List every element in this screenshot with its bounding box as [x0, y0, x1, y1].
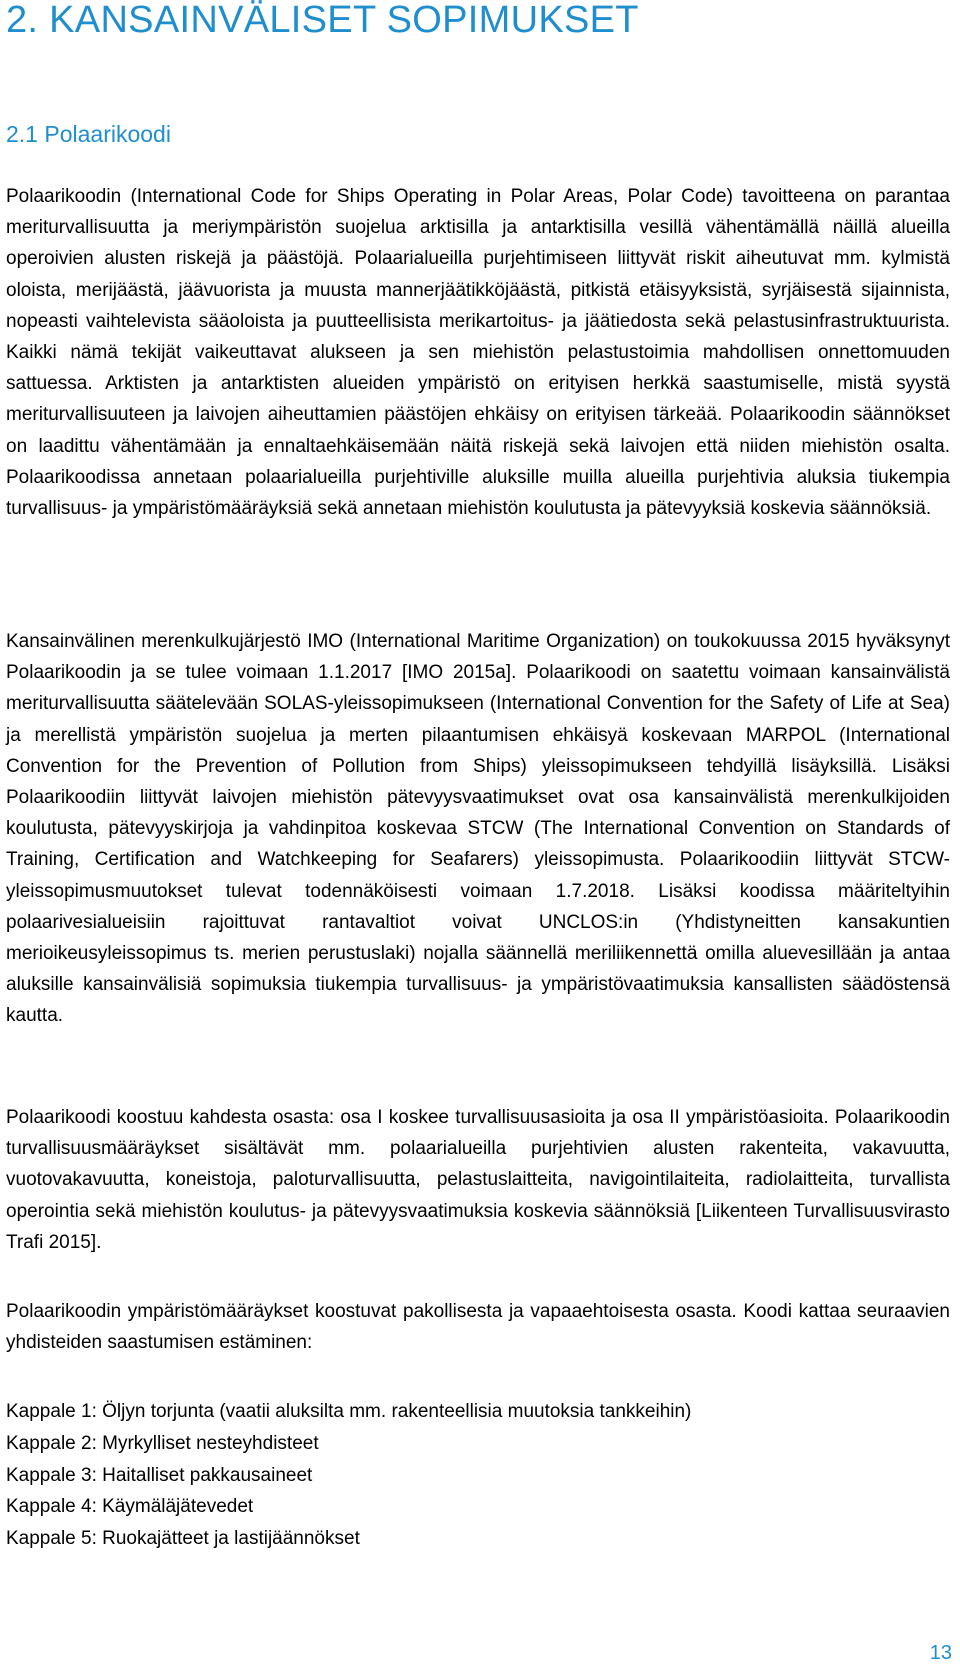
list-item: Kappale 5: Ruokajätteet ja lastijäännökset: [6, 1528, 360, 1550]
paragraph-environmental-rules: Polaarikoodin ympäristömääräykset koostuvat pakollisesta ja vapaaehtoisesta osasta. Koodi kattaa seuraavien yhdisteiden saastumisen estäminen:: [6, 1301, 950, 1354]
chapter-list: [6, 1396, 691, 1555]
section-heading: 2.1 Polaarikoodi: [6, 121, 171, 147]
list-item: Kappale 2: Myrkylliset nesteyhdisteet: [6, 1432, 319, 1454]
list-item: Kappale 3: Haitalliset pakkausaineet: [6, 1464, 313, 1486]
paragraph-code-structure: Polaarikoodi koostuu kahdesta osasta: osa I koskee turvallisuusasioita ja osa II ympäristöasioita. Polaarikoodin turvallisuusmääräykset sisältävät mm. polaarialueilla purjehtivien alusten rakenteita, vakavuutta, vuotovakavuutta, koneistoja, paloturvallisuutta, pelastuslaitteita, navigointilaiteita, radiolaitteita, turvallista operointia sekä miehistön koulutus- ja pätevyysvaatimuksia koskevia säännöksiä [Liikenteen Turvallisuusvirasto Trafi 2015].: [6, 1107, 950, 1253]
list-item: Kappale 4: Käymäläjätevedet: [6, 1496, 254, 1518]
chapter-heading: 2. KANSAINVÄLISET SOPIMUKSET: [6, 0, 639, 41]
page-number: 13: [929, 1642, 952, 1664]
paragraph-imo-adoption: Kansainvälinen merenkulkujärjestö IMO (International Maritime Organization) on toukokuussa 2015 hyväksynyt Polaarikoodin ja se tulee voimaan 1.1.2017 [IMO 2015a]. Polaarikoodi on saatettu voimaan kansainvälistä meriturvallisuutta säätelevään SOLAS-yleissopimukseen (International Convention for the Safety of Life at Sea) ja merellistä ympäristön suojelua ja merten pilaantumisen ehkäisyä koskevaan MARPOL (International Convention for the Prevention of Pollution from Ships) yleissopimukseen tehdyillä lisäyksillä. Lisäksi Polaarikoodiin liittyvät laivojen miehistön pätevyysvaatimukset ovat osa kansainvälistä merenkulkijoiden koulutusta, pätevyyskirjoja ja vahdinpitoa koskevaa STCW (The International Convention on Standards of Training, Certification and Watchkeeping for Seafarers) yleissopimusta. Polaarikoodiin liittyvät STCW-yleissopimusmuutokset tulevat todennäköisesti voimaan 1.7.2018. Lisäksi koodissa määriteltyihin polaarivesialueisiin rajoittuvat rantavaltiot voivat UNCLOS:in (Yhdistyneitten kansakuntien merioikeusyleissopimus ts. merien perustuslaki) nojalla säännellä meriliikennettä omilla aluevesillään ja antaa aluksille kansainvälisiä sopimuksia tiukempia turvallisuus- ja ympäristövaatimuksia kansallisten säädöstensä kautta.: [6, 631, 950, 1027]
paragraph-polar-code-intro: Polaarikoodin (International Code for Ships Operating in Polar Areas, Polar Code) tavoitteena on parantaa meriturvallisuutta ja meriympäristön suojelua arktisilla ja antarktisilla vesillä vähentämällä näillä alueilla operoivien alusten riskejä ja päästöjä. Polaarialueilla purjehtimiseen liittyvät riskit aiheutuvat mm. kylmistä oloista, merijäästä, jäävuorista ja muusta mannerjäätikköjäästä, pitkistä etäisyyksistä, syrjäisestä sijainnista, nopeasti vaihtelevista sääoloista ja puutteellisista merikartoitus- ja jäätiedosta sekä pelastusinfrastruktuurista. Kaikki nämä tekijät vaikeuttavat alukseen ja sen miehistön pelastustoimia mahdollisen onnettomuuden sattuessa. Arktisten ja antarktisten alueiden ympäristö on erityisen herkkä saastumiselle, mistä syystä meriturvallisuuteen ja laivojen aiheuttamien päästöjen ehkäisy on erityisen tärkeää. Polaarikoodin säännökset on laadittu vähentämään ja ennaltaehkäisemään näitä riskejä sekä laivojen että niiden miehistön osalta. Polaarikoodissa annetaan polaarialueilla purjehtiville aluksille muilla alueilla purjehtivia aluksia tiukempia turvallisuus- ja ympäristömääräyksiä sekä annetaan miehistön koulutusta ja pätevyyksiä koskevia säännöksiä.: [6, 186, 950, 520]
list-item: Kappale 1: Öljyn torjunta (vaatii aluksilta mm. rakenteellisia muutoksia tankkeihin): [6, 1401, 692, 1422]
